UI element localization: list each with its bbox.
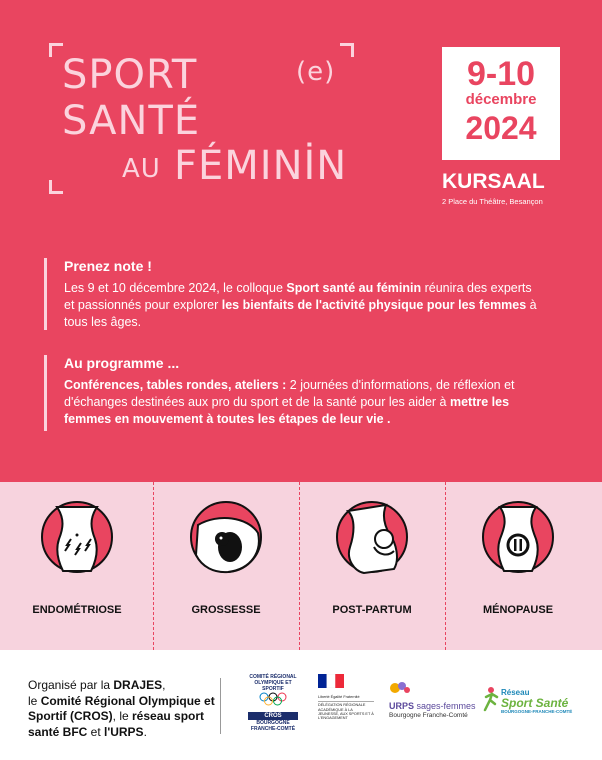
french-flag-icon [318,674,344,688]
cros-logo [248,674,298,732]
org-text: et [87,724,105,739]
cros-label: CROS [248,712,298,720]
rss-line: Sport Santé [501,696,569,710]
runner-icon [481,686,499,712]
note-text: Les 9 et 10 décembre 2024, le colloque [64,281,287,295]
footer [0,650,602,760]
pregnancy-icon [188,499,264,575]
urps-logo [389,680,479,719]
org-highlight: l'URPS [104,724,144,739]
org-highlight: DRAJES [113,678,163,692]
date-year: 2024 [465,110,537,146]
title-sante: SANTÉ [62,98,201,144]
date-days: 9-10 [466,55,536,93]
org-text: le [28,693,41,708]
reseau-sport-sante-logo [485,688,595,714]
org-text: , le [112,709,132,723]
theme-label: ENDOMÉTRIOSE [32,604,122,616]
prefecture-subtitle: DÉLÉGATION RÉGIONALE ACADÉMIQUE À LA JEUNESSE, AUX SPORTS ET À L'ENGAGEMENT [318,703,374,721]
theme-label: POST-PARTUM [332,604,412,616]
org-text: Organisé par la [28,678,114,692]
urps-region: Bourgogne Franche-Comté [389,712,468,719]
note-text: réunira des experts et passionnés pour explorer [64,281,532,312]
urps-profession: sages-femmes [414,701,476,711]
note-section [44,258,544,330]
program-highlight: Conférences, tables rondes, ateliers : [64,378,287,392]
footer-separator [220,678,221,734]
title-sport: SPORT [62,52,198,98]
rss-text [501,688,595,714]
theme-pregnancy [153,482,299,650]
title-suffix-e: (e) [296,57,336,87]
postpartum-icon [334,499,410,575]
endometriosis-icon [39,499,115,575]
venue-address: 2 Place du Théâtre, Besançon [442,197,543,206]
rss-line: BOURGOGNE-FRANCHE-COMTÉ [501,709,573,714]
note-title: Prenez note ! [64,258,152,274]
frame-corner-bottom-left [49,180,63,194]
title-au: AU [122,154,161,184]
date-box [442,47,560,160]
org-text: , [162,678,166,692]
prefecture-logo [318,674,374,720]
rss-line: Réseau [501,688,530,697]
cros-region: BOURGOGNE [256,720,290,726]
organizers-text [28,678,228,740]
program-highlight: mettre les femmes en mouvement à toutes les étapes de leur vie . [64,395,510,426]
note-body [64,280,544,331]
venue-name: KURSAAL [442,170,545,193]
note-highlight: les bienfaits de l'activité physique pour les femmes [221,298,527,312]
urps-flower-icon [389,680,411,696]
program-title: Au programme ... [64,355,180,371]
program-section [44,355,544,431]
theme-endometriosis [4,482,150,650]
theme-label: MÉNOPAUSE [482,604,554,616]
theme-label: GROSSESSE [191,604,261,616]
org-highlight: réseau sport santé BFC [28,709,205,739]
olympic-rings-icon [258,692,288,706]
theme-postpartum [299,482,445,650]
prefecture-motto: Liberté Égalité Fraternité [318,695,360,699]
org-text: . [143,724,147,739]
date-month: décembre [465,91,537,108]
cros-top: COMITÉ RÉGIONAL OLYMPIQUE ET SPORTIF [249,674,297,692]
note-text: à tous les âges. [64,298,537,329]
urps-name [389,701,479,711]
themes-band [0,482,602,650]
program-text: 2 journées d'informations, de réflexion et d'échanges destinées aux pro du sport et de la santé pour les aider à [64,378,515,409]
title-feminin: FÉMINİN [174,143,348,189]
frame-corner-top-left [49,43,63,57]
cros-region: FRANCHE-COMTÉ [250,726,296,732]
theme-menopause [445,482,591,650]
menopause-icon [480,499,556,575]
org-highlight: Comité Régional Olympique et Sportif (CROS) [28,693,215,723]
program-body [64,377,544,428]
urps-acronym: URPS [389,701,415,711]
note-highlight: Sport santé au féminin [286,281,422,295]
frame-corner-top-right [340,43,354,57]
